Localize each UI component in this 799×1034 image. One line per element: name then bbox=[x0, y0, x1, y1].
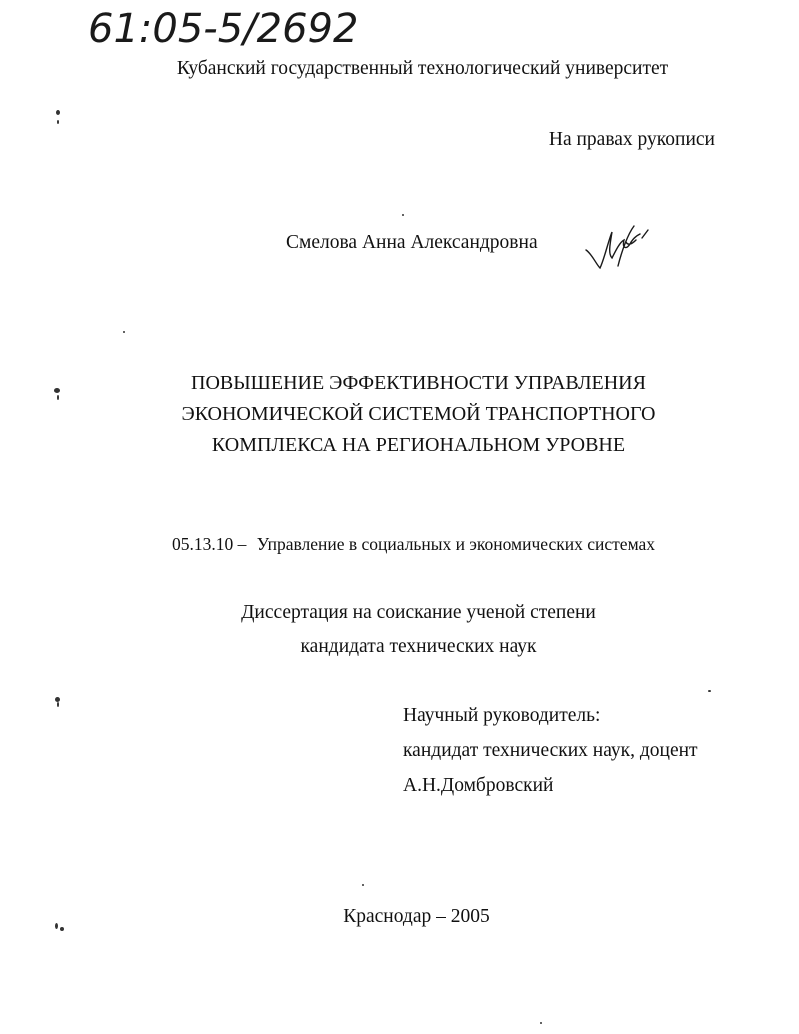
archive-code-text: 61:05-5/2692 bbox=[88, 6, 359, 52]
university-name: Кубанский государственный технологический университет bbox=[176, 58, 669, 79]
scan-speck bbox=[60, 927, 64, 931]
scan-speck bbox=[708, 690, 711, 692]
specialty-name: Управление в социальных и экономических системах bbox=[256, 534, 656, 554]
specialty-code: 05.13.10 – bbox=[172, 534, 247, 554]
scan-speck bbox=[56, 110, 60, 115]
degree-line-1: Диссертация на соискание ученой степени bbox=[241, 602, 596, 623]
degree-line-2: кандидата технических наук bbox=[300, 636, 537, 657]
scan-speck bbox=[123, 331, 125, 333]
manuscript-rights: На правах рукописи bbox=[548, 129, 715, 150]
author-name: Смелова Анна Александровна bbox=[286, 232, 538, 253]
archive-code bbox=[84, 2, 424, 54]
signature-mark bbox=[582, 220, 658, 276]
title-line-2: ЭКОНОМИЧЕСКОЙ СИСТЕМОЙ ТРАНСПОРТНОГО bbox=[181, 403, 656, 425]
scan-speck bbox=[54, 388, 60, 393]
specialty bbox=[172, 534, 655, 555]
scan-speck bbox=[57, 395, 59, 400]
scan-speck bbox=[362, 884, 364, 886]
title-line-1: ПОВЫШЕНИЕ ЭФФЕКТИВНОСТИ УПРАВЛЕНИЯ bbox=[191, 372, 646, 394]
supervisor-name: А.Н.Домбровский bbox=[403, 775, 554, 796]
scan-speck bbox=[540, 1022, 542, 1024]
supervisor-label: Научный руководитель: bbox=[403, 705, 601, 726]
scan-speck bbox=[57, 702, 59, 707]
scan-speck bbox=[55, 923, 58, 929]
degree-statement bbox=[0, 596, 799, 664]
city-year: Краснодар – 2005 bbox=[343, 906, 490, 927]
supervisor-title: кандидат технических наук, доцент bbox=[403, 740, 698, 761]
title-line-3: КОМПЛЕКСА НА РЕГИОНАЛЬНОМ УРОВНЕ bbox=[211, 434, 626, 456]
scan-speck bbox=[57, 120, 59, 124]
scan-speck bbox=[402, 214, 404, 216]
supervisor-block bbox=[403, 698, 698, 803]
dissertation-title bbox=[0, 368, 799, 461]
